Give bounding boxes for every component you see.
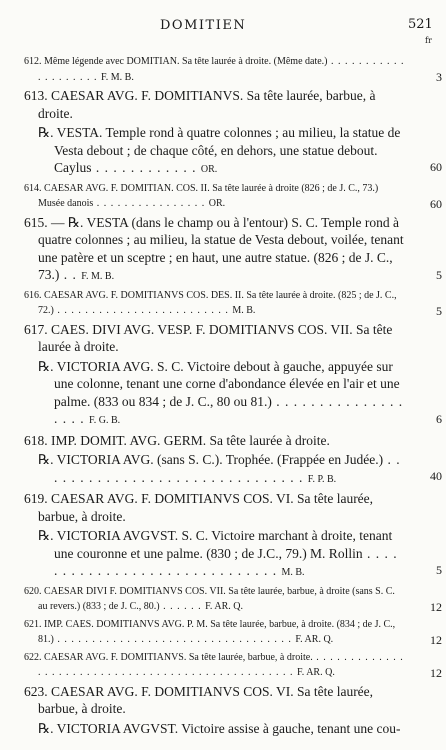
running-header bbox=[0, 17, 446, 45]
entry-number: 616. bbox=[24, 289, 42, 301]
entry-description: CAES. DIVI AVG. VESP. F. DOMITIANVS COS. VII. Sa tête laurée à droite. bbox=[38, 321, 393, 354]
coin-reverse-619: ℞. VICTORIA AVGVST. S. C. Victoire marchant à droite, tenant une couronne et une palme. (830 ; de J.C., 79.) M. Rollin . . . . . . . . . . . . . . . . . . . . . . . . . . . . . . M. B. 5 bbox=[38, 528, 442, 578]
entry-description: CAESAR AVG. F. DOMITIANVS COS. VI. Sa tête laurée, barbue, à droite. bbox=[38, 683, 374, 716]
entry-number: 613. bbox=[24, 88, 48, 103]
entry-number: 617. bbox=[24, 321, 48, 337]
entry-description: — ℞. VESTA (dans le champ ou à l'entour) S. C. Temple rond à quatre colonnes ; au milieu, la statue de Vesta debout, voilée, tenant une patère et un sceptre ; en haut, une autre statue. (826 ; de J. C., 73.) bbox=[38, 214, 404, 282]
coin-entry-612: 612. Même légende avec DOMITIAN. Sa tête laurée à droite. (Même date.) . . . . . . . . . . . . . . . . . . . . F. M. B. 3 bbox=[24, 56, 442, 84]
entry-value: 12 bbox=[430, 632, 442, 647]
margin-mark: fr bbox=[425, 36, 432, 45]
entry-description: IMP. CAES. DOMITIANVS AVG. P. M. Sa tête laurée, barbue, à droite. (834 ; de J. C., 81.) bbox=[38, 618, 396, 645]
entry-description: CAESAR AVG. F. DOMITIANVS. Sa tête laurée, barbue, à droite. bbox=[44, 651, 313, 663]
coin-entry-623 bbox=[24, 683, 406, 718]
reverse-description: ℞. VICTORIA AVG. S. C. Victoire debout à gauche, appuyée sur une colonne, tenant une corne d'abondance élevée en l'air et une palme. (833 ou 834 ; de J. C., 80 ou 81.) bbox=[38, 358, 400, 409]
coin-entry-620: 620. CAESAR DIVI F. DOMITIANVS COS. VII. Sa tête laurée, barbue, à droite (sans S. C. au revers.) (833 ; de J. C., 80.) . . . . . . F. AR. Q. 12 bbox=[24, 585, 442, 614]
coin-entry-621: 621. IMP. CAES. DOMITIANVS AVG. P. M. Sa tête laurée, barbue, à droite. (834 ; de J. C., 81.) . . . . . . . . . . . . . . . . . . . . . . . . . . . . . . . . . . F. AR. Q. 12 bbox=[24, 618, 442, 647]
entry-value: 60 bbox=[430, 196, 442, 211]
entry-description: CAESAR AVG. F. DOMITIANVS COS. VI. Sa tête laurée, barbue, à droite. bbox=[38, 491, 374, 524]
reverse-description: ℞. VICTORIA AVGVST. Victoire assise à gauche, tenant une cou- bbox=[38, 720, 401, 736]
coin-entry-615: 615. — ℞. VESTA (dans le champ ou à l'entour) S. C. Temple rond à quatre colonnes ; au milieu, la statue de Vesta debout, voilée, tenant une patère et un sceptre ; en haut, une autre statue. (826 ; de J. C., 73.) . . F. M. B. 5 bbox=[24, 214, 442, 282]
entry-grade: OR. bbox=[208, 198, 226, 209]
entry-grade: OR. bbox=[200, 164, 218, 175]
entry-grade: M. B. bbox=[232, 305, 256, 316]
entry-number: 618. bbox=[24, 432, 48, 448]
coin-entry-618 bbox=[24, 432, 406, 450]
coin-reverse-617: ℞. VICTORIA AVG. S. C. Victoire debout à gauche, appuyée sur une colonne, tenant une corne d'abondance élevée en l'air et une palme. (833 ou 834 ; de J. C., 80 ou 81.) . . . . . . . . . . . . . . . . . . . F. G. B. 6 bbox=[38, 358, 442, 426]
entry-grade: F. AR. Q. bbox=[297, 667, 335, 678]
entry-grade: F. M. B. bbox=[101, 71, 134, 83]
reverse-description: ℞. VESTA. Temple rond à quatre colonnes ; au milieu, la statue de Vesta debout ; de chaque côté, en dehors, une statue debout. Caylus bbox=[38, 125, 401, 175]
reverse-description: ℞. VICTORIA AVG. (sans S. C.). Trophée. (Frappée en Judée.) bbox=[38, 452, 384, 467]
reverse-description: ℞. VICTORIA AVGVST. S. C. Victoire marchant à droite, tenant une couronne et une palme. (830 ; de J.C., 79.) M. Rollin bbox=[38, 528, 393, 561]
entry-grade: F. P. B. bbox=[307, 473, 337, 485]
entry-description: Même légende avec DOMITIAN. Sa tête laurée à droite. (Même date.) bbox=[44, 56, 328, 67]
coin-reverse-613: ℞. VESTA. Temple rond à quatre colonnes ; au milieu, la statue de Vesta debout ; de chaque côté, en dehors, une statue debout. Caylus . . . . . . . . . . . . OR. 60 bbox=[38, 125, 442, 175]
entry-value: 12 bbox=[430, 599, 442, 614]
entry-value: 12 bbox=[430, 665, 442, 680]
coin-entry-614: 614. CAESAR AVG. F. DOMITIAN. COS. II. Sa tête laurée à droite (826 ; de J. C., 73.) Musée danois . . . . . . . . . . . . . . . . OR. 60 bbox=[24, 182, 442, 211]
entry-grade: M. B. bbox=[281, 567, 305, 578]
coin-entry-622: 622. CAESAR AVG. F. DOMITIANVS. Sa tête laurée, barbue, à droite. . . . . . . . . . . . . . . . . . . . . . . . . . . . . . . . . . . . . . . . . . . . . . . . . . . F. AR. Q. 12 bbox=[24, 651, 442, 680]
entry-value: 5 bbox=[436, 303, 442, 318]
entry-grade: F. M. B. bbox=[81, 271, 115, 282]
page-number: 521 bbox=[408, 17, 433, 32]
page-title: DOMITIEN bbox=[160, 18, 247, 33]
coin-entry-613 bbox=[24, 87, 406, 122]
entry-grade: F. AR. Q. bbox=[295, 634, 334, 645]
entry-number: 620. bbox=[24, 585, 42, 597]
entry-value: 5 bbox=[436, 267, 442, 282]
entry-description: CAESAR AVG. F. DOMITIANVS COS. DES. II. Sa tête laurée à droite. (825 ; de J. C., 72.) bbox=[38, 289, 397, 316]
entry-grade: F. G. B. bbox=[89, 415, 121, 426]
entry-value: 3 bbox=[436, 70, 442, 84]
entry-number: 623. bbox=[24, 683, 48, 699]
entry-number: 615. bbox=[24, 214, 48, 230]
entry-value: 5 bbox=[436, 563, 442, 577]
entry-grade: F. AR. Q. bbox=[205, 601, 243, 612]
entry-number: 622. bbox=[24, 651, 42, 663]
coin-entry-616: 616. CAESAR AVG. F. DOMITIANVS COS. DES. II. Sa tête laurée à droite. (825 ; de J. C., 72.) . . . . . . . . . . . . . . . . . . . . . . . . . M. B. 5 bbox=[24, 289, 442, 318]
entry-number: 614. bbox=[24, 182, 42, 194]
entry-description: CAESAR AVG. F. DOMITIANVS. Sa tête laurée, barbue, à droite. bbox=[38, 88, 376, 121]
coin-entry-619 bbox=[24, 490, 406, 525]
entry-number: 619. bbox=[24, 491, 48, 506]
entry-number: 621. bbox=[24, 618, 42, 630]
coin-reverse-623 bbox=[24, 720, 406, 738]
entry-description: CAESAR DIVI F. DOMITIANVS COS. VII. Sa tête laurée, barbue, à droite (sans S. C. au revers.) (833 ; de J. C., 80.) bbox=[38, 585, 395, 612]
entry-number: 612. bbox=[24, 56, 42, 67]
entry-description: CAESAR AVG. F. DOMITIAN. COS. II. Sa tête laurée à droite (826 ; de J. C., 73.) Musée danois bbox=[38, 182, 379, 209]
entry-description: IMP. DOMIT. AVG. GERM. Sa tête laurée à droite. bbox=[51, 432, 330, 448]
coin-entry-617 bbox=[24, 321, 406, 356]
catalogue-entries bbox=[24, 54, 442, 739]
coin-reverse-618: ℞. VICTORIA AVG. (sans S. C.). Trophée. (Frappée en Judée.) . . . . . . . . . . . . . . . . . . . . . . . . . . . . . . . F. P. B. 40 bbox=[38, 452, 442, 485]
entry-value: 60 bbox=[430, 160, 442, 174]
entry-value: 40 bbox=[430, 469, 442, 483]
entry-value: 6 bbox=[436, 411, 442, 426]
